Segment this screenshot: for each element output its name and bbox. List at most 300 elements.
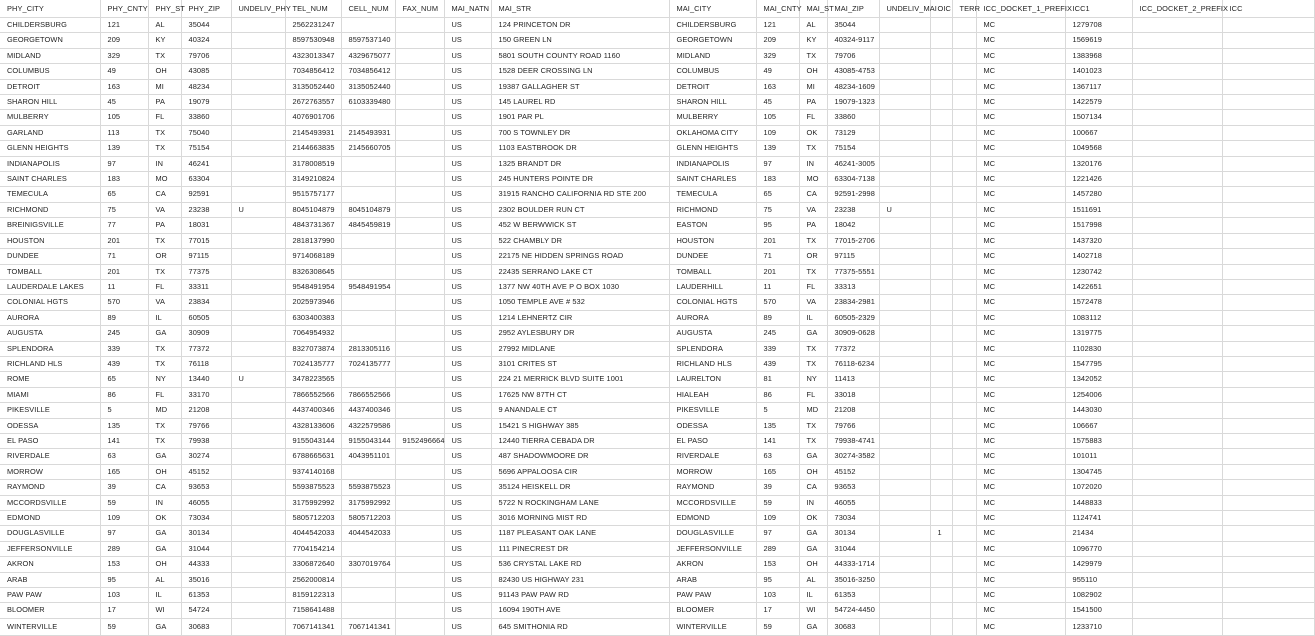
table-cell[interactable]: AKRON [669, 557, 756, 572]
table-cell[interactable] [395, 326, 444, 341]
table-cell[interactable]: TX [148, 141, 181, 156]
table-cell[interactable]: 40324-9117 [827, 33, 879, 48]
table-cell[interactable] [1222, 372, 1314, 387]
table-cell[interactable] [1132, 125, 1222, 140]
table-cell[interactable]: GA [148, 541, 181, 556]
table-cell[interactable]: 139 [756, 141, 799, 156]
table-cell[interactable] [1222, 48, 1314, 63]
table-cell[interactable]: 45 [100, 95, 148, 110]
table-cell[interactable] [1132, 418, 1222, 433]
table-cell[interactable]: WINTERVILLE [669, 618, 756, 635]
table-cell[interactable] [952, 418, 976, 433]
table-cell[interactable]: 121 [756, 18, 799, 33]
table-cell[interactable] [395, 588, 444, 603]
table-cell[interactable] [879, 64, 930, 79]
table-cell[interactable] [1132, 95, 1222, 110]
table-cell[interactable] [952, 341, 976, 356]
table-cell[interactable] [1132, 295, 1222, 310]
table-cell[interactable]: US [444, 588, 491, 603]
table-cell[interactable] [879, 464, 930, 479]
table-cell[interactable]: 92591-2998 [827, 187, 879, 202]
table-cell[interactable] [930, 218, 952, 233]
table-cell[interactable]: 105 [756, 110, 799, 125]
table-cell[interactable] [1222, 79, 1314, 94]
table-cell[interactable]: 4043951101 [341, 449, 395, 464]
table-cell[interactable]: US [444, 618, 491, 635]
table-cell[interactable] [231, 233, 285, 248]
table-cell[interactable]: PA [148, 95, 181, 110]
table-cell[interactable] [1222, 64, 1314, 79]
table-cell[interactable]: 65 [100, 372, 148, 387]
table-cell[interactable] [231, 480, 285, 495]
table-cell[interactable]: HIALEAH [669, 387, 756, 402]
table-cell[interactable]: MC [976, 18, 1065, 33]
table-cell[interactable] [1222, 511, 1314, 526]
table-cell[interactable] [231, 218, 285, 233]
table-cell[interactable]: MC [976, 95, 1065, 110]
table-cell[interactable]: 19079 [181, 95, 231, 110]
table-cell[interactable]: US [444, 557, 491, 572]
table-cell[interactable]: 76118-6234 [827, 356, 879, 371]
table-cell[interactable] [1222, 33, 1314, 48]
table-cell[interactable]: CA [799, 480, 827, 495]
table-cell[interactable]: MORROW [669, 464, 756, 479]
table-cell[interactable]: 75154 [181, 141, 231, 156]
table-cell[interactable] [952, 557, 976, 572]
table-cell[interactable] [879, 403, 930, 418]
table-cell[interactable] [930, 387, 952, 402]
table-cell[interactable]: 39 [756, 480, 799, 495]
table-cell[interactable]: US [444, 279, 491, 294]
table-cell[interactable]: 1 [930, 526, 952, 541]
table-cell[interactable]: 9 ANANDALE CT [491, 403, 669, 418]
table-cell[interactable]: AL [799, 18, 827, 33]
table-cell[interactable]: US [444, 79, 491, 94]
table-cell[interactable] [952, 526, 976, 541]
table-cell[interactable] [930, 249, 952, 264]
table-cell[interactable] [395, 48, 444, 63]
table-cell[interactable]: 439 [100, 356, 148, 371]
table-cell[interactable] [231, 464, 285, 479]
table-cell[interactable] [952, 249, 976, 264]
table-cell[interactable] [952, 48, 976, 63]
table-cell[interactable]: JEFFERSONVILLE [0, 541, 100, 556]
table-cell[interactable] [952, 433, 976, 448]
table-cell[interactable] [1132, 48, 1222, 63]
table-cell[interactable]: COLUMBUS [669, 64, 756, 79]
table-cell[interactable]: MC [976, 202, 1065, 217]
table-cell[interactable]: 79766 [181, 418, 231, 433]
table-cell[interactable]: 3478223565 [285, 372, 341, 387]
table-cell[interactable]: 1304745 [1065, 464, 1132, 479]
table-cell[interactable]: MD [148, 403, 181, 418]
table-cell[interactable]: 77375 [181, 264, 231, 279]
table-cell[interactable] [395, 541, 444, 556]
table-cell[interactable]: 1214 LEHNERTZ CIR [491, 310, 669, 325]
table-cell[interactable] [231, 79, 285, 94]
table-cell[interactable]: GA [148, 449, 181, 464]
table-cell[interactable] [1132, 187, 1222, 202]
table-cell[interactable]: 86 [100, 387, 148, 402]
table-cell[interactable]: 5 [756, 403, 799, 418]
table-cell[interactable] [1132, 572, 1222, 587]
table-cell[interactable]: 7067141341 [285, 618, 341, 635]
table-cell[interactable] [879, 341, 930, 356]
table-cell[interactable] [930, 480, 952, 495]
table-cell[interactable]: US [444, 218, 491, 233]
table-cell[interactable]: 5801 SOUTH COUNTY ROAD 1160 [491, 48, 669, 63]
table-cell[interactable]: 1049568 [1065, 141, 1132, 156]
table-cell[interactable]: TX [148, 264, 181, 279]
table-cell[interactable]: WI [799, 603, 827, 618]
table-cell[interactable] [1222, 110, 1314, 125]
table-cell[interactable]: 7866552566 [285, 387, 341, 402]
table-cell[interactable] [879, 95, 930, 110]
table-cell[interactable]: 1575883 [1065, 433, 1132, 448]
table-cell[interactable] [930, 279, 952, 294]
table-cell[interactable]: 59 [756, 495, 799, 510]
table-cell[interactable]: 245 [100, 326, 148, 341]
table-cell[interactable] [1132, 557, 1222, 572]
table-cell[interactable] [231, 356, 285, 371]
table-cell[interactable] [1222, 279, 1314, 294]
table-cell[interactable] [879, 110, 930, 125]
table-cell[interactable]: RICHMOND [0, 202, 100, 217]
table-cell[interactable]: 27992 MIDLANE [491, 341, 669, 356]
table-cell[interactable]: 1901 PAR PL [491, 110, 669, 125]
table-cell[interactable]: US [444, 326, 491, 341]
table-cell[interactable] [341, 172, 395, 187]
table-cell[interactable] [952, 18, 976, 33]
table-cell[interactable] [395, 33, 444, 48]
table-cell[interactable]: AKRON [0, 557, 100, 572]
table-cell[interactable]: US [444, 156, 491, 171]
table-cell[interactable] [231, 387, 285, 402]
table-cell[interactable]: INDIANAPOLIS [0, 156, 100, 171]
table-cell[interactable]: TX [148, 356, 181, 371]
table-cell[interactable]: MIDLAND [0, 48, 100, 63]
table-cell[interactable]: 77372 [181, 341, 231, 356]
table-cell[interactable] [930, 557, 952, 572]
table-cell[interactable]: 5 [100, 403, 148, 418]
table-cell[interactable]: 7866552566 [341, 387, 395, 402]
table-cell[interactable]: 109 [100, 511, 148, 526]
table-cell[interactable]: MULBERRY [669, 110, 756, 125]
table-cell[interactable]: 75 [756, 202, 799, 217]
table-cell[interactable]: 6788665631 [285, 449, 341, 464]
table-cell[interactable]: 30683 [827, 618, 879, 635]
table-cell[interactable] [1132, 480, 1222, 495]
table-cell[interactable]: MI [799, 79, 827, 94]
column-header[interactable]: ICC_DOCKET_1_PREFIX [976, 0, 1065, 18]
table-cell[interactable] [930, 403, 952, 418]
table-cell[interactable]: 54724 [181, 603, 231, 618]
table-cell[interactable] [879, 511, 930, 526]
table-cell[interactable]: 955110 [1065, 572, 1132, 587]
table-cell[interactable]: FL [799, 387, 827, 402]
table-cell[interactable] [1222, 572, 1314, 587]
table-cell[interactable] [930, 141, 952, 156]
table-cell[interactable]: 1072020 [1065, 480, 1132, 495]
table-cell[interactable]: GLENN HEIGHTS [669, 141, 756, 156]
table-cell[interactable]: GLENN HEIGHTS [0, 141, 100, 156]
table-cell[interactable]: 9548491954 [341, 279, 395, 294]
table-cell[interactable] [879, 233, 930, 248]
table-cell[interactable] [341, 295, 395, 310]
table-cell[interactable]: 135 [100, 418, 148, 433]
table-cell[interactable]: 45 [756, 95, 799, 110]
table-cell[interactable]: IN [148, 156, 181, 171]
table-cell[interactable]: 54724-4450 [827, 603, 879, 618]
table-cell[interactable]: 536 CRYSTAL LAKE RD [491, 557, 669, 572]
column-header[interactable]: ICC_DOCKET_2_PREFIX [1132, 0, 1222, 18]
table-cell[interactable]: 7024135777 [341, 356, 395, 371]
table-cell[interactable]: 2145493931 [285, 125, 341, 140]
table-cell[interactable] [879, 172, 930, 187]
table-cell[interactable]: 1437320 [1065, 233, 1132, 248]
table-cell[interactable] [952, 495, 976, 510]
table-cell[interactable]: 12440 TIERRA CEBADA DR [491, 433, 669, 448]
table-cell[interactable] [879, 48, 930, 63]
table-cell[interactable] [1222, 433, 1314, 448]
table-cell[interactable]: 1511691 [1065, 202, 1132, 217]
table-cell[interactable]: 2144663835 [285, 141, 341, 156]
table-cell[interactable] [1222, 141, 1314, 156]
table-cell[interactable] [1132, 249, 1222, 264]
table-cell[interactable]: 1547795 [1065, 356, 1132, 371]
table-cell[interactable] [930, 156, 952, 171]
table-cell[interactable]: 163 [100, 79, 148, 94]
table-cell[interactable]: ROME [0, 372, 100, 387]
table-cell[interactable] [395, 279, 444, 294]
table-cell[interactable] [1222, 326, 1314, 341]
table-cell[interactable]: RIVERDALE [0, 449, 100, 464]
table-cell[interactable]: 77372 [827, 341, 879, 356]
table-cell[interactable] [231, 418, 285, 433]
table-cell[interactable] [1222, 618, 1314, 635]
table-cell[interactable]: 1383968 [1065, 48, 1132, 63]
table-cell[interactable] [879, 418, 930, 433]
table-cell[interactable]: 245 HUNTERS POINTE DR [491, 172, 669, 187]
table-cell[interactable]: 7704154214 [285, 541, 341, 556]
table-cell[interactable]: 18031 [181, 218, 231, 233]
table-cell[interactable] [231, 618, 285, 635]
table-cell[interactable] [1132, 526, 1222, 541]
table-cell[interactable]: LAUDERHILL [669, 279, 756, 294]
column-header[interactable]: MAI_NATN [444, 0, 491, 18]
table-cell[interactable]: 1448833 [1065, 495, 1132, 510]
table-cell[interactable]: 1319775 [1065, 326, 1132, 341]
table-cell[interactable]: OH [799, 557, 827, 572]
table-cell[interactable]: US [444, 403, 491, 418]
table-cell[interactable]: 2813305116 [341, 341, 395, 356]
table-cell[interactable] [341, 326, 395, 341]
table-cell[interactable]: GEORGETOWN [0, 33, 100, 48]
table-cell[interactable]: IL [148, 588, 181, 603]
table-cell[interactable]: US [444, 464, 491, 479]
table-cell[interactable]: 18042 [827, 218, 879, 233]
table-cell[interactable]: 17 [756, 603, 799, 618]
table-cell[interactable]: 73034 [827, 511, 879, 526]
table-cell[interactable]: 1528 DEER CROSSING LN [491, 64, 669, 79]
table-cell[interactable]: 5722 N ROCKINGHAM LANE [491, 495, 669, 510]
table-cell[interactable]: TX [148, 418, 181, 433]
column-header[interactable]: TEL_NUM [285, 0, 341, 18]
table-cell[interactable]: RICHMOND [669, 202, 756, 217]
table-cell[interactable] [952, 511, 976, 526]
table-cell[interactable]: 61353 [181, 588, 231, 603]
table-cell[interactable]: 21434 [1065, 526, 1132, 541]
table-cell[interactable] [930, 418, 952, 433]
table-cell[interactable] [1132, 264, 1222, 279]
table-cell[interactable]: 35044 [181, 18, 231, 33]
table-cell[interactable]: 135 [756, 418, 799, 433]
table-cell[interactable]: 46241 [181, 156, 231, 171]
table-cell[interactable]: 15421 S HIGHWAY 385 [491, 418, 669, 433]
table-cell[interactable]: US [444, 418, 491, 433]
table-cell[interactable] [395, 387, 444, 402]
table-cell[interactable]: 165 [100, 464, 148, 479]
table-cell[interactable]: MC [976, 341, 1065, 356]
table-cell[interactable] [395, 403, 444, 418]
table-cell[interactable] [952, 310, 976, 325]
table-cell[interactable]: NY [148, 372, 181, 387]
table-cell[interactable]: 63304 [181, 172, 231, 187]
table-cell[interactable] [395, 526, 444, 541]
table-cell[interactable]: 73034 [181, 511, 231, 526]
table-cell[interactable] [879, 557, 930, 572]
table-cell[interactable]: 2025973946 [285, 295, 341, 310]
table-cell[interactable]: 1457280 [1065, 187, 1132, 202]
table-cell[interactable]: 1254006 [1065, 387, 1132, 402]
table-cell[interactable] [1132, 326, 1222, 341]
table-cell[interactable] [1132, 218, 1222, 233]
table-cell[interactable]: DOUGLASVILLE [669, 526, 756, 541]
table-cell[interactable]: US [444, 172, 491, 187]
table-cell[interactable]: WINTERVILLE [0, 618, 100, 635]
table-cell[interactable] [395, 110, 444, 125]
table-cell[interactable] [952, 172, 976, 187]
table-cell[interactable] [341, 603, 395, 618]
table-cell[interactable] [952, 64, 976, 79]
table-cell[interactable]: PA [148, 218, 181, 233]
table-cell[interactable]: 1443030 [1065, 403, 1132, 418]
table-cell[interactable]: US [444, 526, 491, 541]
table-cell[interactable]: ARAB [0, 572, 100, 587]
table-cell[interactable]: 1422579 [1065, 95, 1132, 110]
table-cell[interactable]: 113 [100, 125, 148, 140]
table-cell[interactable]: 31044 [181, 541, 231, 556]
table-cell[interactable]: MC [976, 526, 1065, 541]
table-cell[interactable]: 1401023 [1065, 64, 1132, 79]
table-cell[interactable]: 33860 [181, 110, 231, 125]
table-cell[interactable] [879, 526, 930, 541]
table-cell[interactable]: 33860 [827, 110, 879, 125]
table-cell[interactable]: 65 [100, 187, 148, 202]
table-cell[interactable]: 165 [756, 464, 799, 479]
table-cell[interactable]: VA [799, 295, 827, 310]
table-cell[interactable]: 35016 [181, 572, 231, 587]
table-cell[interactable]: 43085 [181, 64, 231, 79]
table-cell[interactable]: AL [148, 18, 181, 33]
table-cell[interactable] [930, 187, 952, 202]
table-cell[interactable]: 103 [756, 588, 799, 603]
table-cell[interactable]: 103 [100, 588, 148, 603]
table-cell[interactable]: CA [148, 187, 181, 202]
table-cell[interactable] [930, 464, 952, 479]
table-cell[interactable]: RIVERDALE [669, 449, 756, 464]
table-cell[interactable] [952, 618, 976, 635]
table-cell[interactable]: PIKESVILLE [0, 403, 100, 418]
table-cell[interactable]: OR [148, 249, 181, 264]
table-cell[interactable] [952, 295, 976, 310]
table-cell[interactable]: RAYMOND [669, 480, 756, 495]
table-cell[interactable]: 3149210824 [285, 172, 341, 187]
table-cell[interactable]: SAINT CHARLES [669, 172, 756, 187]
table-cell[interactable] [341, 588, 395, 603]
table-cell[interactable]: IN [799, 495, 827, 510]
column-header[interactable]: PHY_CNTY [100, 0, 148, 18]
table-cell[interactable]: 7024135777 [285, 356, 341, 371]
table-cell[interactable]: KY [148, 33, 181, 48]
table-cell[interactable]: 63 [756, 449, 799, 464]
table-cell[interactable]: TX [799, 141, 827, 156]
table-cell[interactable]: MC [976, 64, 1065, 79]
table-cell[interactable]: 145 LAUREL RD [491, 95, 669, 110]
table-cell[interactable]: 1541500 [1065, 603, 1132, 618]
table-cell[interactable]: 4843731367 [285, 218, 341, 233]
table-cell[interactable]: US [444, 233, 491, 248]
table-cell[interactable]: 30909 [181, 326, 231, 341]
table-cell[interactable]: EL PASO [0, 433, 100, 448]
table-cell[interactable]: AL [148, 572, 181, 587]
table-cell[interactable]: US [444, 18, 491, 33]
table-cell[interactable]: TX [799, 48, 827, 63]
table-cell[interactable]: MC [976, 218, 1065, 233]
table-cell[interactable]: MC [976, 511, 1065, 526]
table-cell[interactable]: MCCORDSVILLE [0, 495, 100, 510]
column-header[interactable]: FAX_NUM [395, 0, 444, 18]
table-cell[interactable] [952, 264, 976, 279]
table-cell[interactable]: 139 [100, 141, 148, 156]
table-cell[interactable] [1132, 110, 1222, 125]
column-header[interactable]: MAI_CITY [669, 0, 756, 18]
table-cell[interactable] [395, 449, 444, 464]
table-cell[interactable]: 49 [756, 64, 799, 79]
table-cell[interactable] [930, 618, 952, 635]
table-cell[interactable]: MC [976, 326, 1065, 341]
table-cell[interactable]: 1507134 [1065, 110, 1132, 125]
table-cell[interactable]: U [879, 202, 930, 217]
table-cell[interactable] [395, 156, 444, 171]
table-cell[interactable] [952, 125, 976, 140]
column-header[interactable]: PHY_CITY [0, 0, 100, 18]
table-cell[interactable] [879, 264, 930, 279]
table-cell[interactable]: HOUSTON [669, 233, 756, 248]
table-cell[interactable]: 153 [100, 557, 148, 572]
table-cell[interactable]: MC [976, 480, 1065, 495]
table-cell[interactable] [952, 449, 976, 464]
table-cell[interactable] [879, 372, 930, 387]
table-cell[interactable]: DETROIT [669, 79, 756, 94]
table-cell[interactable] [930, 433, 952, 448]
table-cell[interactable] [930, 202, 952, 217]
table-cell[interactable] [231, 95, 285, 110]
table-cell[interactable]: 30274 [181, 449, 231, 464]
table-cell[interactable] [1132, 449, 1222, 464]
table-cell[interactable]: MO [148, 172, 181, 187]
table-cell[interactable]: 97115 [827, 249, 879, 264]
